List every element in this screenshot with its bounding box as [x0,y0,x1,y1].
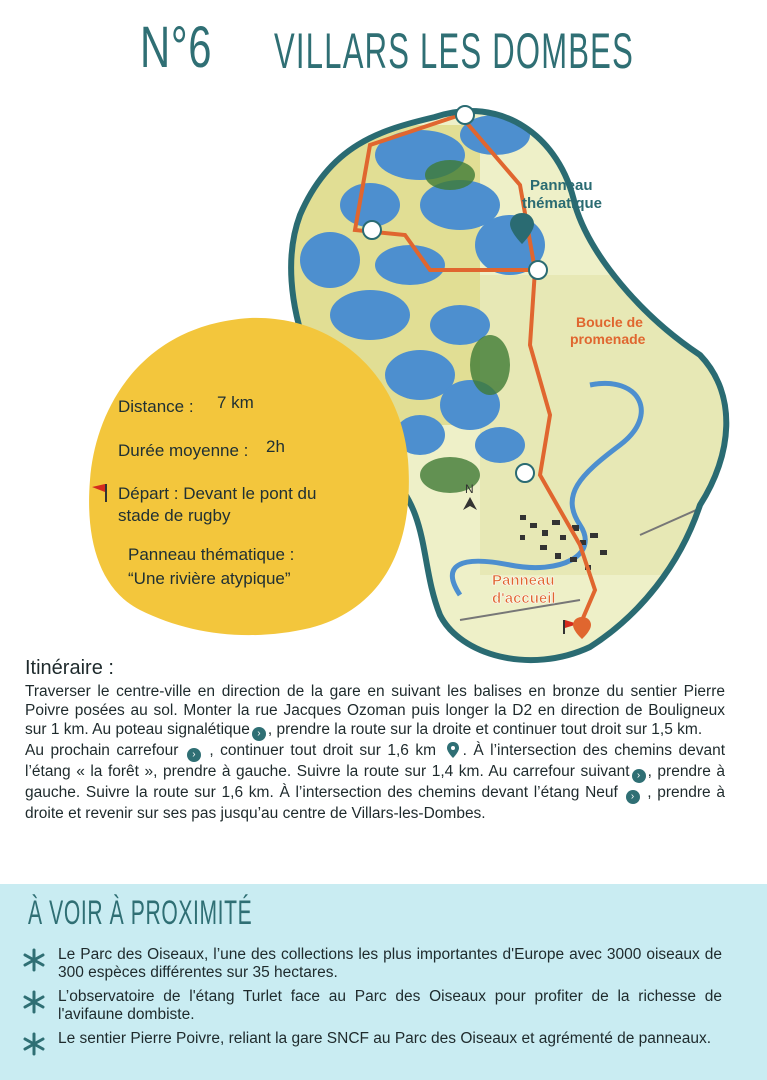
asterisk-icon [22,948,46,972]
map-label-loop-1: Boucle de [576,314,643,330]
map-label-thematic-1: Panneau [530,177,593,194]
start-line-2: stade de rugby [118,506,231,525]
flag-icon [90,482,112,504]
map-label-loop-2: promenade [570,331,646,347]
info-blob [80,310,415,640]
list-item: Le sentier Pierre Poivre, reliant la gare SNCF au Parc des Oiseaux et agrémenté de panneaux. [22,1030,722,1048]
asterisk-icon [22,990,46,1014]
map-label-welcome-1: Panneau [492,572,555,589]
page-title: VILLARS LES DOMBES [274,23,635,79]
nearby-list [22,946,722,1054]
list-item: Le Parc des Oiseaux, l’une des collections les plus importantes d'Europe avec 3000 oiseaux de 300 espèces différentes sur 35 hectares. [22,946,722,982]
asterisk-icon [22,1032,46,1056]
list-item: L’observatoire de l'étang Turlet face au Parc des Oiseaux pour profiter de la richesse de l'avifaune dombiste. [22,988,722,1024]
start-line-1: Départ : Devant le pont du [118,484,317,503]
map-label-thematic-2: thématique [522,195,603,212]
distance-label: Distance : [118,397,194,416]
nearby-section [0,884,767,1080]
turn-right-icon: › [626,790,640,804]
itinerary-title: Itinéraire : [25,657,114,679]
nearby-title: À VOIR À PROXIMITÉ [28,894,253,932]
location-pin-icon [446,742,460,758]
walk-number: N°6 [140,15,213,80]
duration-value: 2h [266,437,285,456]
map-label-welcome-2: d'accueil [492,590,556,607]
distance-value: 7 km [217,393,254,412]
turn-right-icon: › [252,727,266,741]
itinerary-text: Traverser le centre-ville en direction de la gare en suivant les balises en bronze du sentier Pierre Poivre posées au sol. Monter la rue Jacques Ozoman puis longer la D2 en direction de Bouligneux sur 1 km. Au poteau signalétique › , prendre la route sur la droite et continuer tout droit sur 1,5 km. Au prochain carrefour › , continuer tout droit sur 1,6 km . À l’intersection des chemins devant l’étang « la forêt », prendre à gauche. Suivre la route sur 1,4 km. Au carrefour suivant › , prendre à gauche. Suivre la route sur 1,6 km. À l’intersection des chemins devant l’étang Neuf › , prendre à droite et revenir sur ses pas jusqu’au centre de Villars-les-Dombes. [25,683,725,822]
panel-label: Panneau thématique : [128,545,295,564]
duration-label: Durée moyenne : [118,441,249,460]
panel-value: “Une rivière atypique” [128,569,291,588]
turn-right-icon: › [187,748,201,762]
svg-text:N: N [465,482,474,496]
turn-left-icon: › [632,769,646,783]
